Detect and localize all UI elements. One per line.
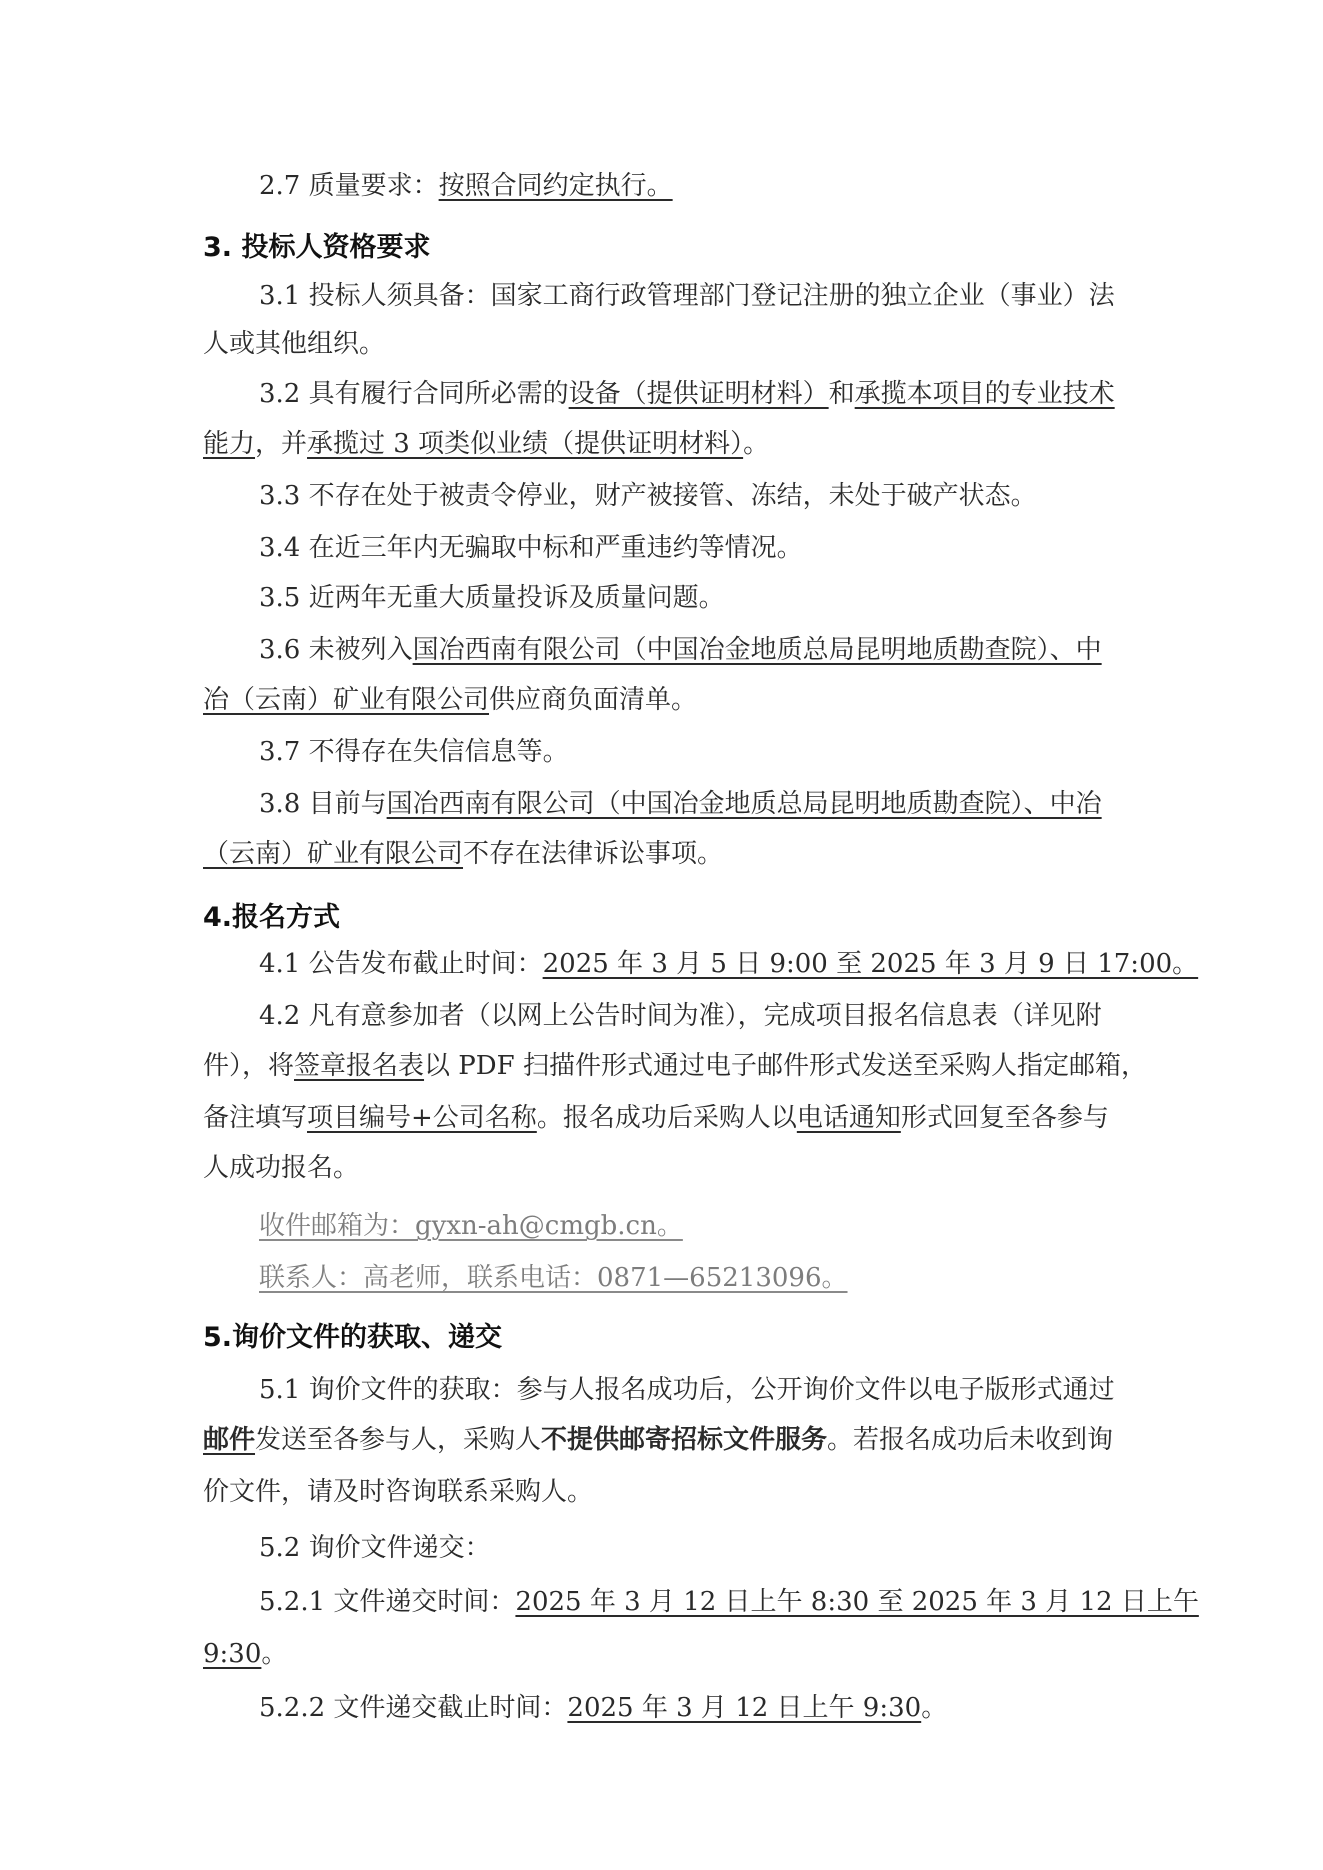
section-5-heading: 5.询价文件的获取、递交 <box>203 1322 503 1353</box>
clause-4-1: 4.1 公告发布截止时间：2025 年 3 月 5 日 9:00 至 2025 年 3 月 9 日 17:00。 <box>259 949 1199 979</box>
clause-3-2-line2: 能力，并承揽过 3 项类似业绩（提供证明材料）。 <box>203 429 770 459</box>
clause-3-6-line2: 冶（云南）矿业有限公司供应商负面清单。 <box>203 685 698 715</box>
quality-requirement: 2.7 质量要求：按照合同约定执行。 <box>259 171 673 201</box>
clause-5-2-2: 5.2.2 文件递交截止时间：2025 年 3 月 12 日上午 9:30。 <box>259 1693 948 1723</box>
clause-3-1-line2: 人或其他组织。 <box>203 329 386 359</box>
clause-5-2: 5.2 询价文件递交： <box>259 1533 491 1563</box>
clause-3-4: 3.4 在近三年内无骗取中标和严重违约等情况。 <box>259 533 803 563</box>
clause-5-2-1-line2: 9:30。 <box>203 1639 288 1669</box>
clause-3-7: 3.7 不得存在失信信息等。 <box>259 737 569 767</box>
clause-3-6-line1: 3.6 未被列入国冶西南有限公司（中国冶金地质总局昆明地质勘查院）、中 <box>259 635 1102 665</box>
clause-3-3: 3.3 不存在处于被责令停业，财产被接管、冻结，未处于破产状态。 <box>259 481 1037 511</box>
clause-4-2-line2: 件），将签章报名表以 PDF 扫描件形式通过电子邮件形式发送至采购人指定邮箱， <box>203 1051 1147 1081</box>
email-line: 收件邮箱为：gyxn-ah@cmgb.cn。 <box>259 1211 683 1241</box>
clause-5-1-line1: 5.1 询价文件的获取：参与人报名成功后，公开询价文件以电子版形式通过 <box>259 1375 1115 1405</box>
section-3-heading: 3. 投标人资格要求 <box>203 232 431 263</box>
clause-3-5: 3.5 近两年无重大质量投诉及质量问题。 <box>259 583 725 613</box>
clause-3-1-line1: 3.1 投标人须具备：国家工商行政管理部门登记注册的独立企业（事业）法 <box>259 281 1115 311</box>
clause-3-8-line2: （云南）矿业有限公司不存在法律诉讼事项。 <box>203 839 724 869</box>
clause-3-2-line1: 3.2 具有履行合同所必需的设备（提供证明材料）和承揽本项目的专业技术 <box>259 379 1115 409</box>
clause-5-1-line2: 邮件发送至各参与人，采购人不提供邮寄招标文件服务。若报名成功后未收到询 <box>203 1425 1114 1455</box>
clause-5-1-line3: 价文件，请及时咨询联系采购人。 <box>203 1477 594 1507</box>
clause-4-2-line3: 备注填写项目编号+公司名称。报名成功后采购人以电话通知形式回复至各参与 <box>203 1103 1109 1133</box>
clause-4-2-line4: 人成功报名。 <box>203 1153 360 1183</box>
contact-line: 联系人：高老师，联系电话：0871—65213096。 <box>259 1263 848 1293</box>
clause-4-2-line1: 4.2 凡有意参加者（以网上公告时间为准），完成项目报名信息表（详见附 <box>259 1001 1102 1031</box>
clause-5-2-1-line1: 5.2.1 文件递交时间：2025 年 3 月 12 日上午 8:30 至 2025 年 3 月 12 日上午 <box>259 1587 1199 1617</box>
clause-3-8-line1: 3.8 目前与国冶西南有限公司（中国冶金地质总局昆明地质勘查院）、中冶 <box>259 789 1102 819</box>
section-4-heading: 4.报名方式 <box>203 902 341 933</box>
